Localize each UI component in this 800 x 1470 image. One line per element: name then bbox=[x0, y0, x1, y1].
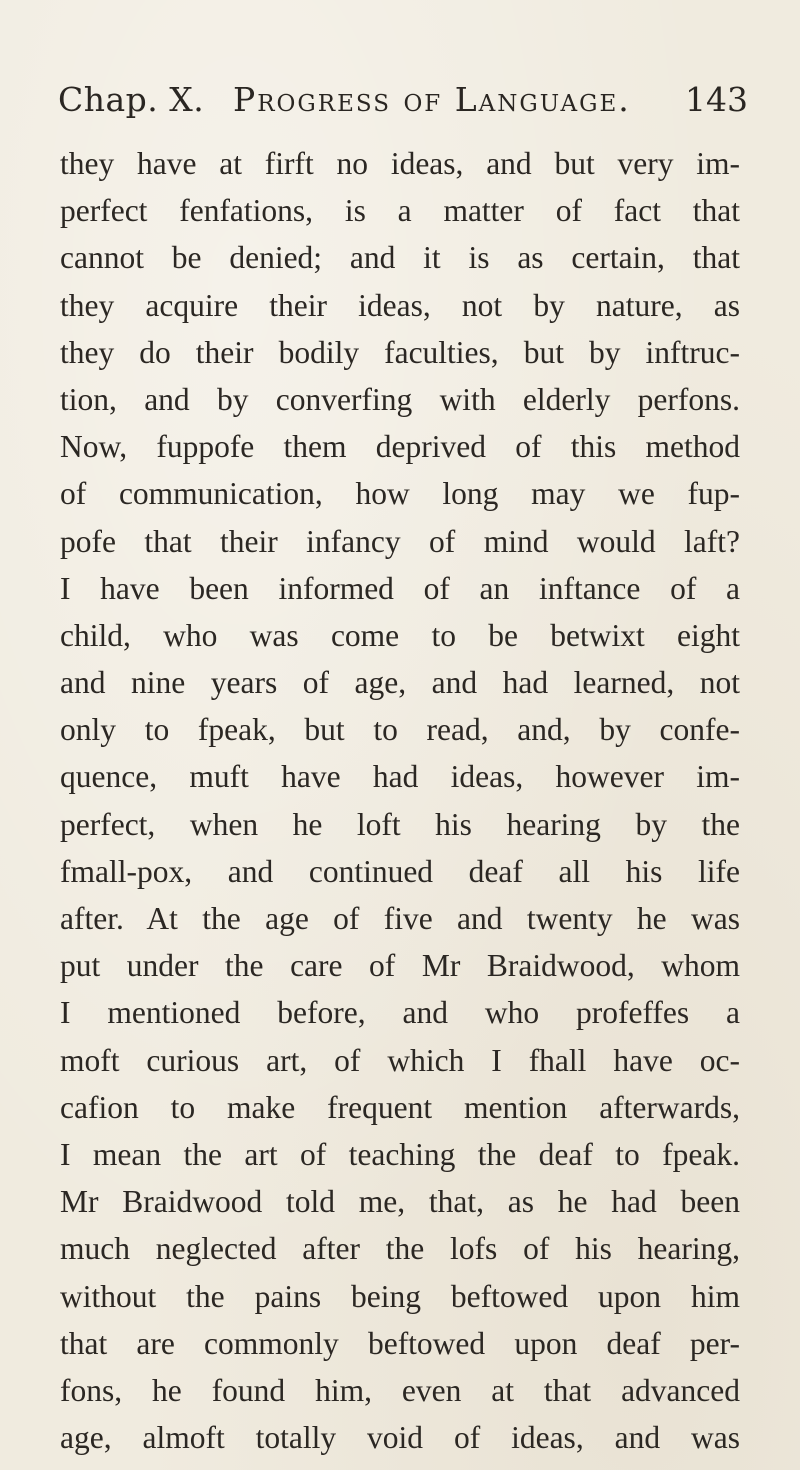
text-line: without the pains being beftowed upon him bbox=[60, 1278, 740, 1314]
text-line: Now, fuppofe them deprived of this method bbox=[60, 429, 740, 465]
text-line: they do their bodily faculties, but by inftruc- bbox=[60, 334, 740, 370]
text-line: and nine years of age, and had learned, not bbox=[60, 665, 740, 701]
text-line: after. At the age of five and twenty he was bbox=[60, 901, 740, 936]
text-line: age, almoft totally void of ideas, and was bbox=[60, 1420, 740, 1456]
running-head bbox=[58, 80, 748, 130]
text-line: they acquire their ideas, not by nature, as bbox=[60, 287, 740, 323]
text-line: perfect, when he loft his hearing by the bbox=[60, 806, 740, 842]
text-line: moft curious art, of which I fhall have oc- bbox=[60, 1042, 740, 1078]
text-line: child, who was come to be betwixt eight bbox=[60, 617, 740, 653]
text-line: only to fpeak, but to read, and, by confe- bbox=[60, 712, 740, 748]
text-line: Mr Braidwood told me, that, as he had been bbox=[60, 1184, 740, 1220]
text-line: tion, and by converfing with elderly perfons. bbox=[60, 381, 740, 417]
body-text bbox=[60, 140, 740, 1461]
text-line: pofe that their infancy of mind would laft? bbox=[60, 523, 740, 559]
text-line: I mentioned before, and who profeffes a bbox=[60, 995, 740, 1031]
text-line: that are commonly beftowed upon deaf per- bbox=[60, 1325, 740, 1361]
text-line: quence, muft have had ideas, however im- bbox=[60, 759, 740, 795]
page-number: 143 bbox=[685, 80, 748, 119]
text-line: of communication, how long may we fup- bbox=[60, 476, 740, 512]
text-line: I have been informed of an inftance of a bbox=[60, 570, 740, 606]
chapter-label: Chap. X. bbox=[58, 80, 205, 119]
chapter-title: Progress of Language. bbox=[233, 80, 631, 119]
text-line: put under the care of Mr Braidwood, whom bbox=[60, 948, 740, 984]
text-line: I mean the art of teaching the deaf to fpeak. bbox=[60, 1136, 740, 1172]
text-line: fmall-pox, and continued deaf all his life bbox=[60, 853, 740, 889]
text-line: cafion to make frequent mention afterwards, bbox=[60, 1089, 740, 1125]
text-line: much neglected after the lofs of his hearing, bbox=[60, 1231, 740, 1267]
text-line: fons, he found him, even at that advanced bbox=[60, 1372, 740, 1408]
text-line: they have at firft no ideas, and but very im- bbox=[60, 146, 740, 181]
text-line: perfect fenfations, is a matter of fact that bbox=[60, 193, 740, 229]
text-line: cannot be denied; and it is as certain, that bbox=[60, 240, 740, 276]
